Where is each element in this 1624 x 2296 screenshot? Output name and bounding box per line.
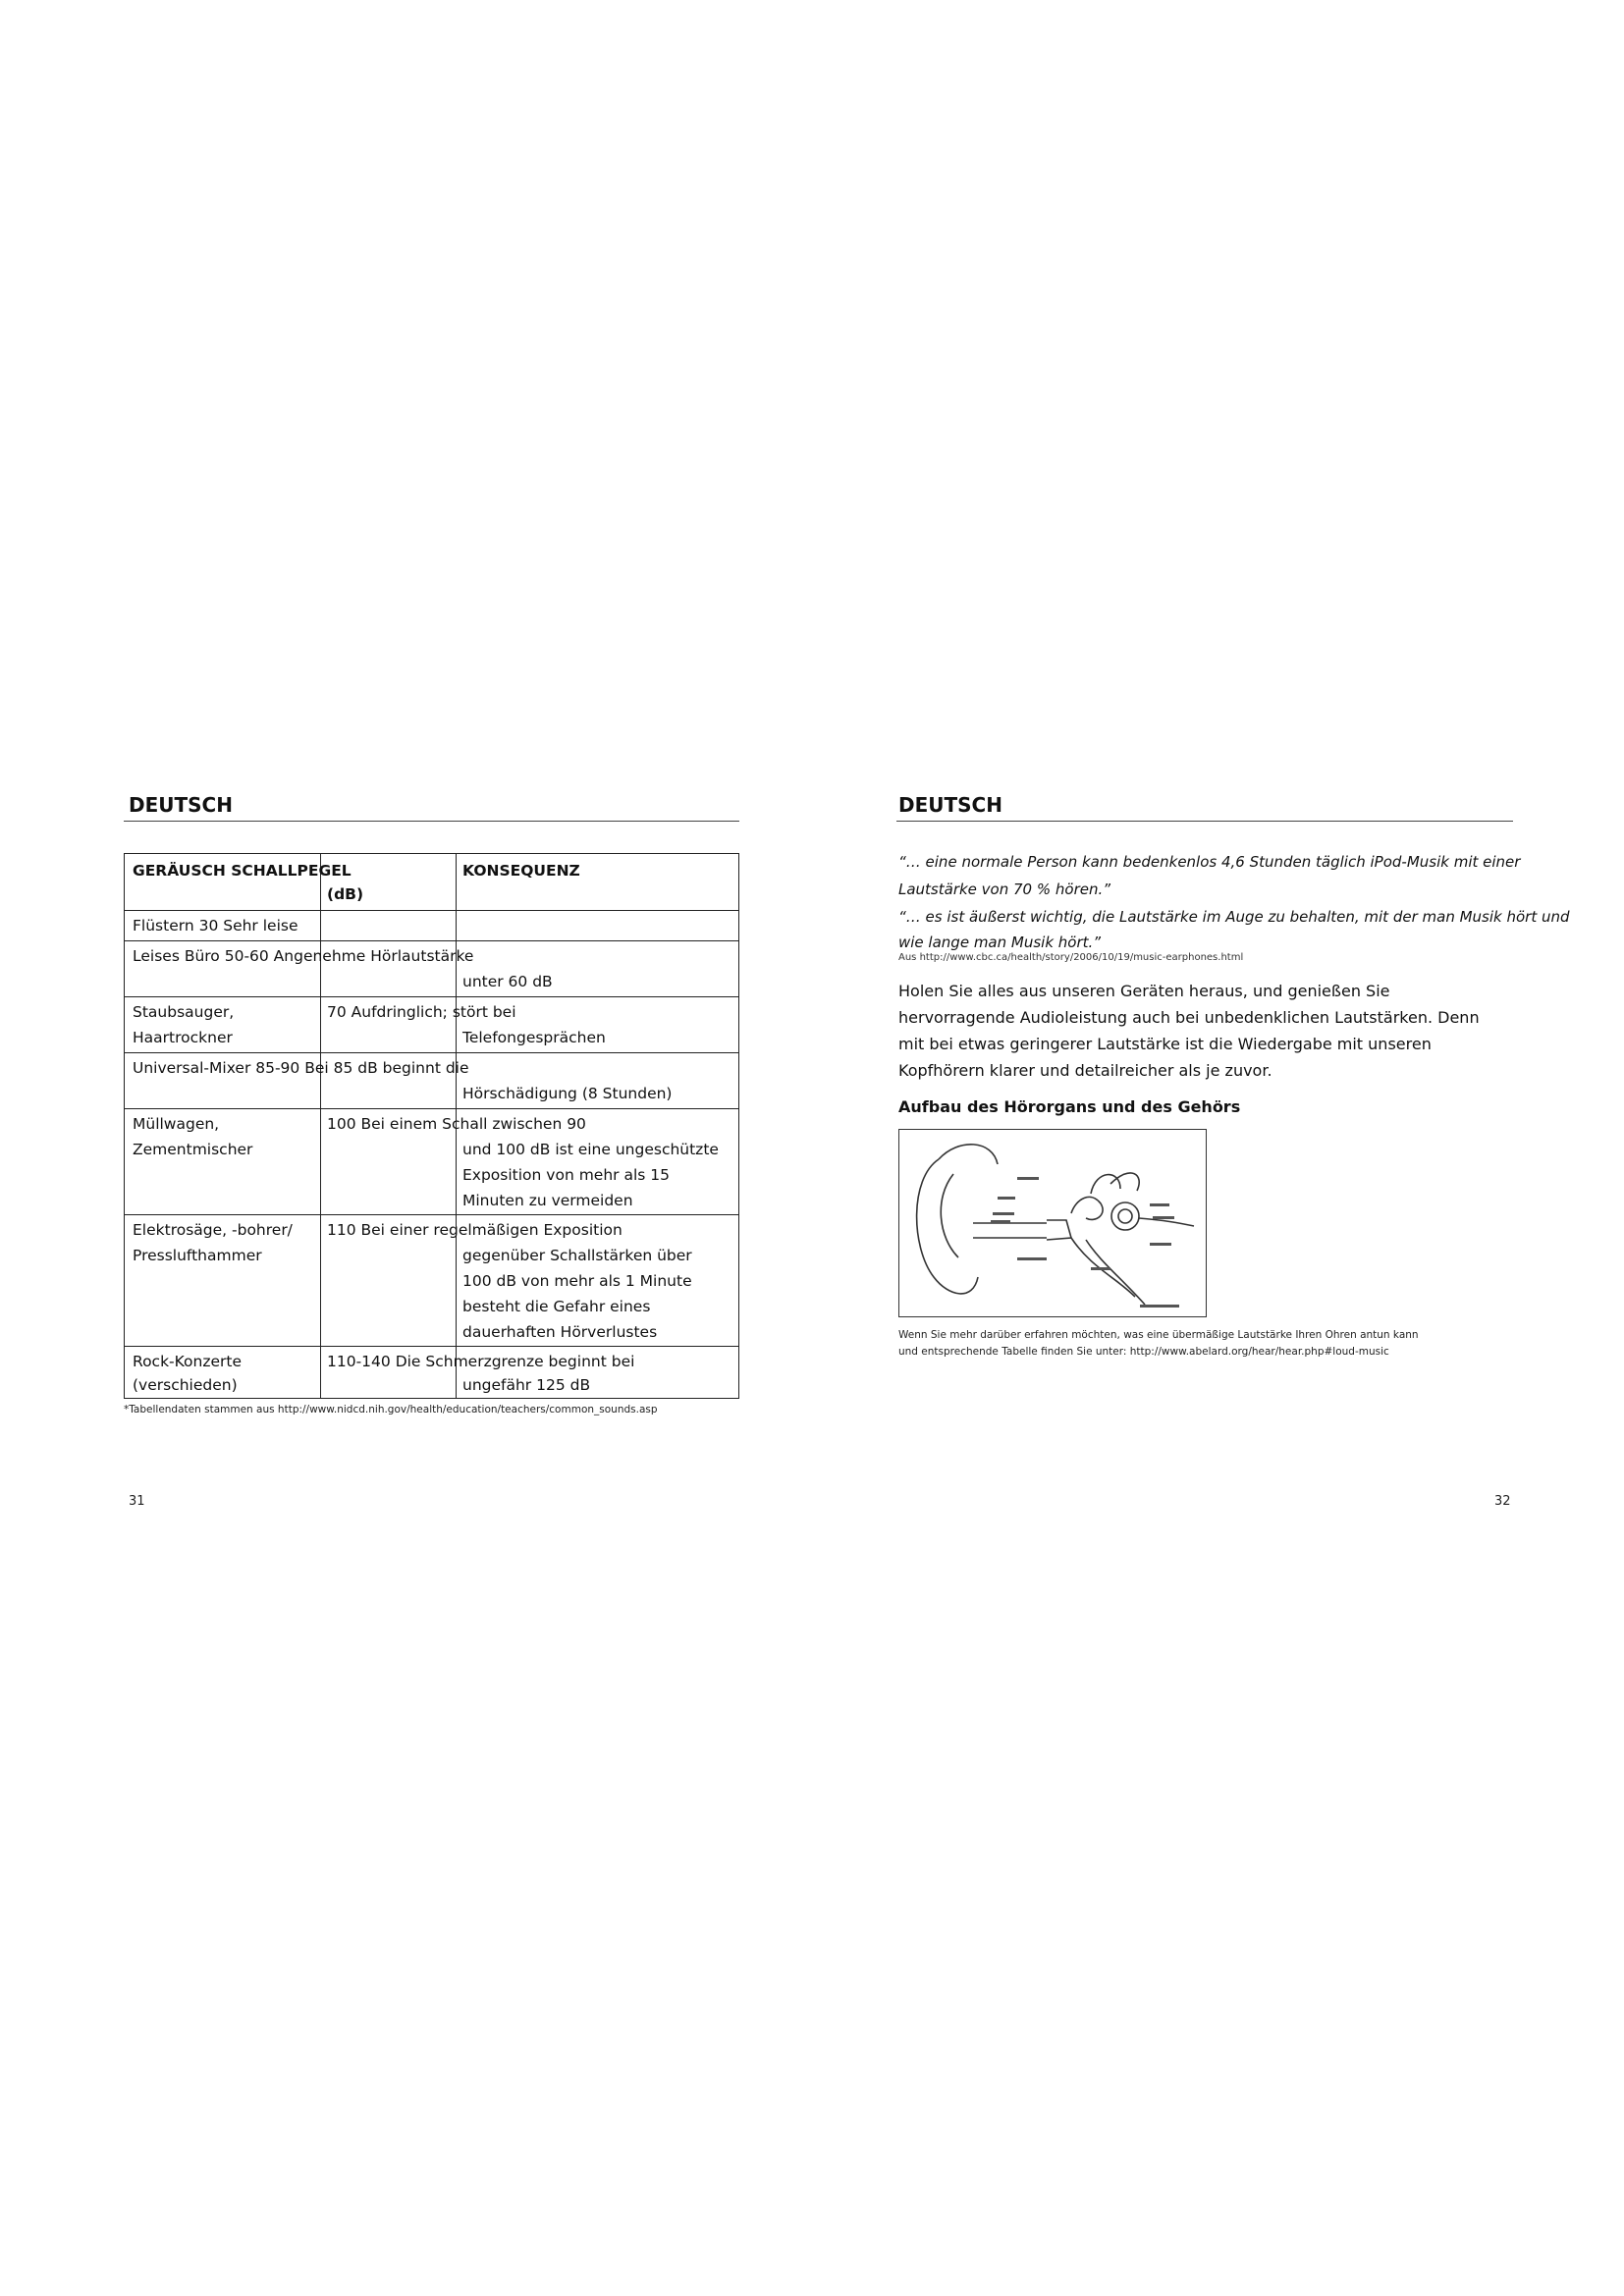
table-header-consequence: KONSEQUENZ [462, 862, 580, 880]
page-number-left: 31 [129, 1494, 145, 1509]
table-row-saw-mid: 110 Bei einer regelmäßigen Exposition [327, 1221, 623, 1239]
sound-level-table [124, 853, 739, 1399]
table-row-garbage-consequence: Minuten zu vermeiden [462, 1192, 633, 1209]
table-row-vacuum-2: Haartrockner [133, 1029, 233, 1046]
table-row-divider [125, 1052, 738, 1053]
table-row-vacuum-mid: 70 Aufdringlich; stört bei [327, 1003, 516, 1021]
quote-source: Aus http://www.cbc.ca/health/story/2006/10/19/music-earphones.html [898, 952, 1244, 963]
table-row-vacuum-consequence: Telefongesprächen [462, 1029, 606, 1046]
table-row-saw-2: Presslufthammer [133, 1247, 262, 1264]
table-row-saw-consequence: besteht die Gefahr eines [462, 1298, 651, 1315]
quote-2-line-1: “… es ist äußerst wichtig, die Lautstärke im Auge zu behalten, mit der man Musik hört und [898, 908, 1570, 926]
table-row-divider [125, 1108, 738, 1109]
right-heading-rule [896, 821, 1513, 822]
table-row-office-consequence: unter 60 dB [462, 973, 553, 990]
table-row-saw-1: Elektrosäge, -bohrer/ [133, 1221, 293, 1239]
left-page-heading: DEUTSCH [129, 793, 233, 817]
table-row-vacuum-1: Staubsauger, [133, 1003, 235, 1021]
table-row-garbage-consequence: Exposition von mehr als 15 [462, 1166, 670, 1184]
table-row-rock-2: (verschieden) [133, 1376, 238, 1394]
table-row-office: Leises Büro 50-60 Angenehme Hörlautstärke [133, 947, 474, 965]
table-header-sound: GERÄUSCH SCHALLPEGEL [133, 862, 352, 880]
table-col-divider-1 [320, 854, 321, 1398]
table-row-saw-consequence: dauerhaften Hörverlustes [462, 1323, 658, 1341]
table-row-whisper: Flüstern 30 Sehr leise [133, 917, 298, 934]
table-row-rock-consequence: ungefähr 125 dB [462, 1376, 591, 1394]
body-paragraph: Holen Sie alles aus unseren Geräten heraus, und genießen Sie hervorragende Audioleistung auch bei unbedenklichen Lautstärken. Denn mit bei etwas geringerer Lautstärke ist die Wiedergabe mit unseren Kopfhörern klarer und detailreicher als je zuvor. [898, 982, 1480, 1080]
page-number-right: 32 [1494, 1494, 1511, 1509]
right-page-heading: DEUTSCH [898, 793, 1002, 817]
table-row-divider [125, 996, 738, 997]
table-row-saw-consequence: gegenüber Schallstärken über [462, 1247, 692, 1264]
table-row-mixer: Universal-Mixer 85-90 Bei 85 dB beginnt die [133, 1059, 469, 1077]
table-row-rock-mid: 110-140 Die Schmerzgrenze beginnt bei [327, 1353, 635, 1370]
table-row-garbage-mid: 100 Bei einem Schall zwischen 90 [327, 1115, 586, 1133]
table-row-divider [125, 940, 738, 941]
table-row-garbage-1: Müllwagen, [133, 1115, 220, 1133]
table-row-saw-consequence: 100 dB von mehr als 1 Minute [462, 1272, 692, 1290]
left-heading-rule [124, 821, 739, 822]
table-row-garbage-2: Zementmischer [133, 1141, 253, 1158]
table-row-mixer-consequence: Hörschädigung (8 Stunden) [462, 1085, 673, 1102]
table-footnote: *Tabellendaten stammen aus http://www.nidcd.nih.gov/health/education/teachers/common_sounds.asp [124, 1404, 658, 1415]
figure-caption-line-1: Wenn Sie mehr darüber erfahren möchten, was eine übermäßige Lautstärke Ihren Ohren antun kann [898, 1329, 1419, 1341]
ear-anatomy-figure [898, 1129, 1207, 1317]
quote-1-line-1: “… eine normale Person kann bedenkenlos 4,6 Stunden täglich iPod-Musik mit einer [898, 853, 1521, 871]
ear-anatomy-illustration [899, 1130, 1205, 1315]
quote-2-line-2: wie lange man Musik hört.” [898, 934, 1102, 951]
table-row-divider [125, 1214, 738, 1215]
table-row-divider [125, 910, 738, 911]
quote-1-line-2: Lautstärke von 70 % hören.” [898, 881, 1111, 898]
figure-caption-line-2: und entsprechende Tabelle finden Sie unter: http://www.abelard.org/hear/hear.php#loud-music [898, 1346, 1389, 1358]
table-row-divider [125, 1346, 738, 1347]
ear-section-heading: Aufbau des Hörorgans und des Gehörs [898, 1097, 1241, 1116]
table-header-db: (dB) [327, 885, 364, 903]
table-row-rock-1: Rock-Konzerte [133, 1353, 243, 1370]
table-row-garbage-consequence: und 100 dB ist eine ungeschützte [462, 1141, 719, 1158]
